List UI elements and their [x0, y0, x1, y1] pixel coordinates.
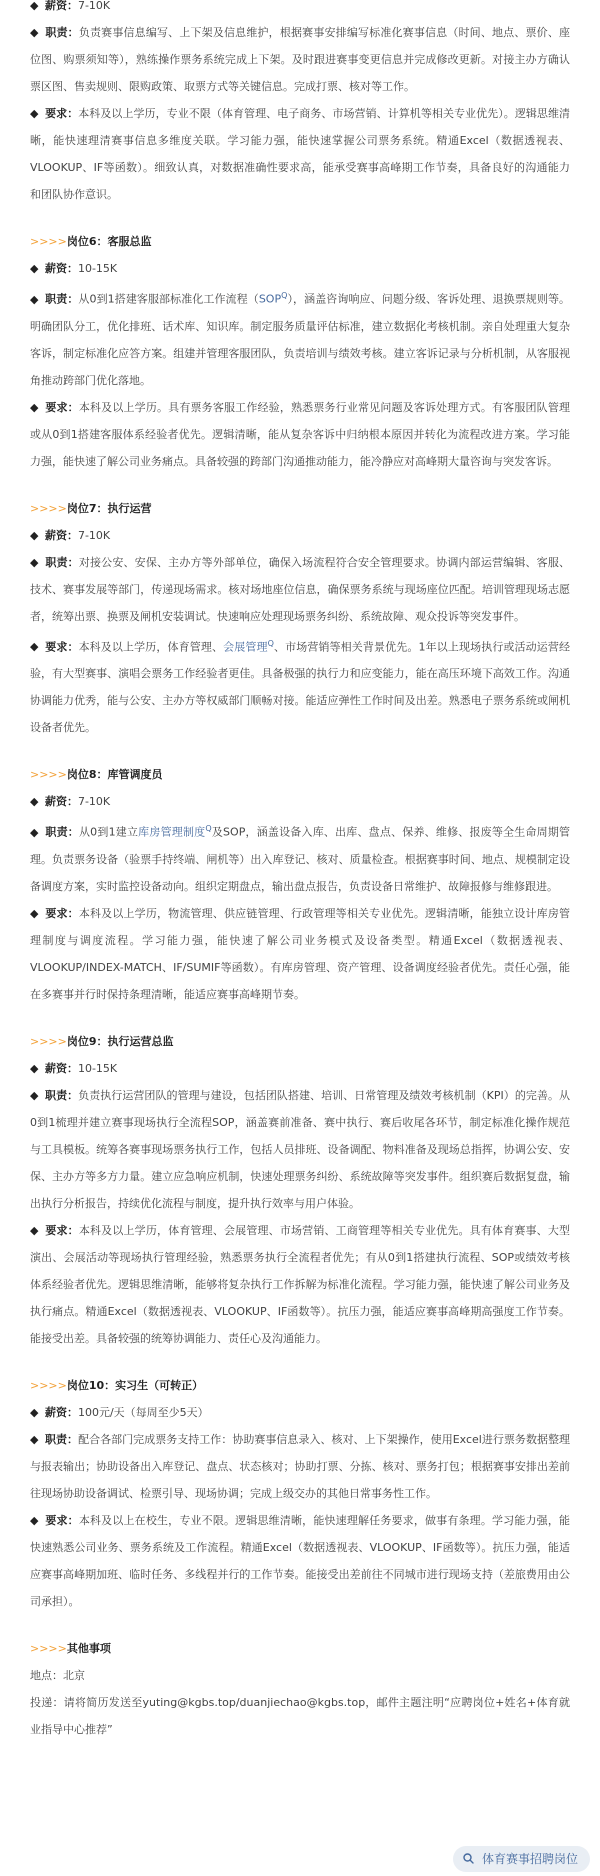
bullet-icon: ◆	[30, 1088, 39, 1102]
duty-label: 职责	[45, 26, 68, 39]
bullet-icon: ◆	[30, 26, 39, 39]
duty-text-pre: 从0到1建立	[78, 825, 139, 839]
duty-text-pre: 从0到1搭建客服部标准化工作流程（	[78, 292, 259, 306]
section-title	[30, 228, 570, 255]
location-line: 地点：北京	[30, 1668, 85, 1682]
arrows-marker: >>>>	[30, 501, 67, 515]
duty-label: 职责	[45, 1432, 68, 1446]
requirement-label: 要求	[45, 640, 68, 654]
salary-value: 100元/天（每周至少5天）	[77, 1405, 209, 1419]
salary-line: ◆ 薪资：7-10K	[30, 528, 111, 542]
search-icon[interactable]: Q	[205, 824, 212, 834]
arrows-marker: >>>>	[30, 1034, 67, 1048]
arrows-marker: >>>>	[30, 768, 67, 782]
salary-label: 薪资	[44, 0, 67, 12]
exhibition-management-link[interactable]: 会展管理	[223, 640, 268, 654]
salary-line: ◆ 薪资：7-10K	[30, 0, 111, 12]
section-title	[30, 1028, 570, 1055]
bullet-icon: ◆	[30, 1432, 39, 1446]
bullet-icon: ◆	[30, 1405, 39, 1419]
salary-value: 10-15K	[77, 1061, 118, 1075]
section-title-text: 岗位9：执行运营总监	[66, 1034, 174, 1048]
requirement-label: 要求	[45, 1223, 68, 1237]
duty-text: 负责赛事信息编写、上下架及信息维护，根据赛事安排编写标准化赛事信息（时间、地点、票价、座位图、购票须知等），熟练操作票务系统完成上下架。及时跟进赛事变更信息并完成修改更新。对接主办方确认票区图、售卖规则、限购政策、取票方式等关键信息。完成打票、核对等工作。	[30, 26, 571, 93]
section-title-text: 岗位8：库管调度员	[66, 768, 163, 782]
salary-value: 7-10K	[77, 0, 111, 12]
requirement-text: 本科及以上学历，体育管理、会展管理、市场营销、工商管理等相关专业优先。具有体育赛事、大型演出、会展活动等现场执行管理经验，熟悉票务执行全流程者优先；有从0到1搭建执行流程、SOP或绩效考核体系经验者优先。逻辑思维清晰，能够将复杂执行工作拆解为标准化流程。学习能力强，能快速了解公司业务及执行痛点。精通Excel（数据透视表、VLOOKUP、IF函数等）。抗压力强，能适应赛事高峰期高强度工作节奏。能接受出差。具备较强的统筹协调能力、责任心及沟通能力。	[30, 1223, 571, 1345]
bullet-icon: ◆	[30, 1061, 39, 1075]
salary-value: 7-10K	[77, 795, 111, 809]
duty-paragraph: ◆ 职责：对接公安、安保、主办方等外部单位，确保入场流程符合安全管理要求。协调内部运营编辑、客服、技术、赛事发展等部门，传递现场需求。核对场地座位信息，确保票务系统与现场座位匹配。培训管理现场志愿者，统筹出票、换票及闸机安装调试。快速响应处理现场票务纠纷、系统故障、观众投诉等突发事件。	[30, 555, 571, 623]
section-title-text: 岗位10：实习生（可转正）	[66, 1378, 204, 1392]
section-title	[30, 495, 570, 522]
bullet-icon: ◆	[30, 795, 39, 809]
bullet-icon: ◆	[30, 107, 39, 120]
salary-label: 薪资	[44, 1061, 67, 1075]
job-section-5	[30, 0, 570, 208]
sop-link[interactable]: SOP	[258, 292, 282, 306]
related-search-button[interactable]	[453, 1846, 590, 1872]
duty-text-post: 及SOP，涵盖设备入库、出库、盘点、保养、维修、报废等全生命周期管理。负责票务设备（验票手持终端、闸机等）出入库登记、核对、质量检查。根据赛事时间、地点、规模制定设备调度方案，实时监控设备动向。组织定期盘点，输出盘点报告，负责设备日常维护、故障报修与维修跟进。	[30, 825, 571, 893]
salary-label: 薪资	[44, 528, 67, 542]
section-title	[30, 1635, 570, 1662]
job-section-8	[30, 761, 570, 1008]
salary-line: ◆ 薪资：10-15K	[30, 262, 118, 275]
duty-label: 职责	[45, 555, 68, 569]
bullet-icon: ◆	[30, 640, 39, 654]
job-section-9	[30, 1028, 570, 1352]
bullet-icon: ◆	[30, 555, 39, 569]
arrows-marker: >>>>	[30, 1641, 67, 1655]
salary-label: 薪资	[44, 795, 67, 809]
warehouse-policy-link[interactable]: 库房管理制度	[138, 825, 206, 839]
bullet-icon: ◆	[30, 528, 39, 542]
requirement-text: 本科及以上学历，专业不限（体育管理、电子商务、市场营销、计算机等相关专业优先）。逻辑思维清晰，能快速理清赛事信息多维度关联。学习能力强，能快速掌握公司票务系统。精通Excel（数据透视表、VLOOKUP、IF等函数）。细致认真，对数据准确性要求高，能承受赛事高峰期工作节奏，具备良好的沟通能力和团队协作意识。	[30, 107, 571, 201]
duty-paragraph: ◆ 职责：从0到1建立库房管理制度$^Q$及SOP，涵盖设备入库、出库、盘点、保养、维修、报废等全生命周期管理。负责票务设备（验票手持终端、闸机等）出入库登记、核对、质量检查。根据赛事时间、地点、规模制定设备调度方案，实时监控设备动向。组织定期盘点，输出盘点报告，负责设备日常维护、故障报修与维修跟进。	[30, 824, 571, 893]
requirement-paragraph: ◆ 要求：本科及以上在校生，专业不限。逻辑思维清晰，能快速理解任务要求，做事有条理。学习能力强，能快速熟悉公司业务、票务系统及工作流程。精通Excel（数据透视表、VLOOKUP、IF函数等）。抗压力强，能适应赛事高峰期加班、临时任务、多线程并行的工作节奏。能接受出差前往不同城市进行现场支持（差旅费用由公司承担）。	[30, 1513, 571, 1608]
duty-text: 负责执行运营团队的管理与建设，包括团队搭建、培训、日常管理及绩效考核机制（KPI）的完善。从0到1梳理并建立赛事现场执行全流程SOP，涵盖赛前准备、赛中执行、赛后收尾各环节，制定标准化操作规范与工具模板。统筹各赛事现场票务执行工作，包括人员排班、设备调配、物料准备及现场总指挥，协调公安、安保、主办方等多方力量。建立应急响应机制，快速处理票务纠纷、系统故障等突发事件。组织赛后数据复盘，输出执行分析报告，持续优化流程与制度，提升执行效率与用户体验。	[30, 1088, 571, 1210]
bullet-icon: ◆	[30, 1513, 39, 1527]
related-search-label: 体育赛事招聘岗位	[481, 1852, 578, 1866]
search-icon[interactable]: Q	[281, 291, 288, 300]
bullet-icon: ◆	[30, 1223, 39, 1237]
duty-label: 职责	[45, 1088, 68, 1102]
requirement-text: 本科及以上在校生，专业不限。逻辑思维清晰，能快速理解任务要求，做事有条理。学习能力强，能快速熟悉公司业务、票务系统及工作流程。精通Excel（数据透视表、VLOOKUP、IF函数等）。抗压力强，能适应赛事高峰期加班、临时任务、多线程并行的工作节奏。能接受出差前往不同城市进行现场支持（差旅费用由公司承担）。	[30, 1513, 571, 1608]
requirement-paragraph: ◆ 要求：本科及以上学历，物流管理、供应链管理、行政管理等相关专业优先。逻辑清晰，能独立设计库房管理制度与调度流程。学习能力强，能快速了解公司业务模式及设备类型。精通Excel（数据透视表、VLOOKUP/INDEX-MATCH、IF/SUMIF等函数）。有库房管理、资产管理、设备调度经验者优先。责任心强，能在多赛事并行时保持条理清晰，能适应赛事高峰期节奏。	[30, 906, 571, 1001]
bullet-icon: ◆	[30, 400, 39, 414]
salary-value: 7-10K	[77, 528, 111, 542]
arrows-marker: >>>>	[30, 235, 67, 248]
requirement-paragraph: ◆ 要求：本科及以上学历。具有票务客服工作经验，熟悉票务行业常见问题及客诉处理方式。有客服团队管理或从0到1搭建客服体系经验者优先。逻辑清晰，能从复杂客诉中归纳根本原因并转化为流程改进方案。学习能力强，能快速了解公司业务痛点。具备较强的跨部门沟通推动能力，能冷静应对高峰期大量咨询与突发客诉。	[30, 400, 571, 468]
salary-line: ◆ 薪资：7-10K	[30, 795, 111, 809]
bullet-icon: ◆	[30, 825, 39, 839]
bullet-icon: ◆	[30, 0, 39, 12]
requirement-label: 要求	[45, 906, 68, 920]
other-section	[30, 1635, 570, 1743]
requirement-text: 本科及以上学历，物流管理、供应链管理、行政管理等相关专业优先。逻辑清晰，能独立设计库房管理制度与调度流程。学习能力强，能快速了解公司业务模式及设备类型。精通Excel（数据透视表、VLOOKUP/INDEX-MATCH、IF/SUMIF等函数）。有库房管理、资产管理、设备调度经验者优先。责任心强，能在多赛事并行时保持条理清晰，能适应赛事高峰期节奏。	[30, 906, 571, 1001]
section-title-text: 其他事项	[66, 1641, 111, 1655]
salary-value: 10-15K	[77, 262, 118, 275]
requirement-paragraph: ◆ 要求：本科及以上学历，体育管理、会展管理、市场营销、工商管理等相关专业优先。具有体育赛事、大型演出、会展活动等现场执行管理经验，熟悉票务执行全流程者优先；有从0到1搭建执行流程、SOP或绩效考核体系经验者优先。逻辑思维清晰，能够将复杂执行工作拆解为标准化流程。学习能力强，能快速了解公司业务及执行痛点。精通Excel（数据透视表、VLOOKUP、IF函数等）。抗压力强，能适应赛事高峰期高强度工作节奏。能接受出差。具备较强的统筹协调能力、责任心及沟通能力。	[30, 1223, 571, 1345]
section-title-text: 岗位7：执行运营	[66, 501, 152, 515]
requirement-paragraph: ◆ 要求：本科及以上学历，专业不限（体育管理、电子商务、市场营销、计算机等相关专业优先）。逻辑思维清晰，能快速理清赛事信息多维度关联。学习能力强，能快速掌握公司票务系统。精通Excel（数据透视表、VLOOKUP、IF等函数）。细致认真，对数据准确性要求高，能承受赛事高峰期工作节奏，具备良好的沟通能力和团队协作意识。	[30, 107, 571, 201]
bullet-icon: ◆	[30, 292, 39, 306]
search-icon	[463, 1852, 478, 1866]
apply-line: 投递：请将简历发送至yuting@kgbs.top/duanjiechao@kgbs.top，邮件主题注明“应聘岗位+姓名+体育就业指导中心推荐”	[30, 1695, 570, 1736]
duty-text: 配合各部门完成票务支持工作：协助赛事信息录入、核对、上下架操作，使用Excel进行票务数据整理与报表输出；协助设备出入库登记、盘点、状态核对；协助打票、分拣、核对、票务打包；根据赛事安排出差前往现场协助设备调试、检票引导、现场协调；完成上级交办的其他日常事务性工作。	[30, 1432, 571, 1500]
salary-line: ◆ 薪资：10-15K	[30, 1061, 118, 1075]
salary-label: 薪资	[44, 1405, 67, 1419]
salary-line: ◆ 薪资：100元/天（每周至少5天）	[30, 1405, 209, 1419]
requirement-text: 本科及以上学历。具有票务客服工作经验，熟悉票务行业常见问题及客诉处理方式。有客服团队管理或从0到1搭建客服体系经验者优先。逻辑清晰，能从复杂客诉中归纳根本原因并转化为流程改进方案。学习能力强，能快速了解公司业务痛点。具备较强的跨部门沟通推动能力，能冷静应对高峰期大量咨询与突发客诉。	[30, 400, 571, 468]
duty-text: 对接公安、安保、主办方等外部单位，确保入场流程符合安全管理要求。协调内部运营编辑、客服、技术、赛事发展等部门，传递现场需求。核对场地座位信息，确保票务系统与现场座位匹配。培训管理现场志愿者，统筹出票、换票及闸机安装调试。快速响应处理现场票务纠纷、系统故障、观众投诉等突发事件。	[30, 555, 571, 623]
job-section-6	[30, 228, 570, 475]
bullet-icon: ◆	[30, 262, 39, 275]
duty-paragraph: ◆ 职责：负责执行运营团队的管理与建设，包括团队搭建、培训、日常管理及绩效考核机制（KPI）的完善。从0到1梳理并建立赛事现场执行全流程SOP，涵盖赛前准备、赛中执行、赛后收尾各环节，制定标准化操作规范与工具模板。统筹各赛事现场票务执行工作，包括人员排班、设备调配、物料准备及现场总指挥，协调公安、安保、主办方等多方力量。建立应急响应机制，快速处理票务纠纷、系统故障等突发事件。组织赛后数据复盘，输出执行分析报告，持续优化流程与制度，提升执行效率与用户体验。	[30, 1088, 571, 1210]
requirement-label: 要求	[45, 107, 68, 120]
requirement-text-pre: 本科及以上学历，体育管理、	[78, 640, 224, 654]
requirement-paragraph: ◆ 要求：本科及以上学历，体育管理、会展管理$^Q$、市场营销等相关背景优先。1年以上现场执行或活动运营经验，有大型赛事、演唱会票务工作经验者更佳。具备极强的执行力和应变能力，能在高压环境下高效工作。沟通协调能力优秀，能与公安、主办方等权威部门顺畅对接。能适应弹性工作时间及出差。熟悉电子票务系统或闸机设备者优先。	[30, 638, 571, 735]
section-title	[30, 1372, 570, 1399]
search-icon[interactable]: Q	[267, 638, 274, 648]
duty-paragraph: ◆ 职责：从0到1搭建客服部标准化工作流程$(SOP^Q)$，涵盖咨询响应、问题分级、客诉处理、退换票规则等。明确团队分工，优化排班、话术库、知识库。制定服务质量评估标准，建立数据化考核机制。亲自处理重大复杂客诉，制定标准化应答方案。组建并管理客服团队，负责培训与绩效考核。建立客诉记录与分析机制，从客服视角推动跨部门优化落地。	[30, 291, 571, 387]
section-title-text: 岗位6：客服总监	[66, 235, 152, 248]
job-section-7	[30, 495, 570, 742]
job-section-10	[30, 1372, 570, 1615]
bullet-icon: ◆	[30, 906, 39, 920]
requirement-text-post: 、市场营销等相关背景优先。1年以上现场执行或活动运营经验，有大型赛事、演唱会票务工作经验者更佳。具备极强的执行力和应变能力，能在高压环境下高效工作。沟通协调能力优秀，能与公安、主办方等权威部门顺畅对接。能适应弹性工作时间及出差。熟悉电子票务系统或闸机设备者优先。	[30, 640, 571, 735]
duty-label: 职责	[45, 825, 68, 839]
salary-label: 薪资	[44, 262, 67, 275]
arrows-marker: >>>>	[30, 1378, 67, 1392]
duty-paragraph: ◆ 职责：配合各部门完成票务支持工作：协助赛事信息录入、核对、上下架操作，使用Excel进行票务数据整理与报表输出；协助设备出入库登记、盘点、状态核对；协助打票、分拣、核对、票务打包；根据赛事安排出差前往现场协助设备调试、检票引导、现场协调；完成上级交办的其他日常事务性工作。	[30, 1432, 571, 1500]
requirement-label: 要求	[45, 1513, 68, 1527]
requirement-label: 要求	[45, 400, 68, 414]
section-title	[30, 761, 570, 788]
duty-paragraph: ◆ 职责：负责赛事信息编写、上下架及信息维护，根据赛事安排编写标准化赛事信息（时间、地点、票价、座位图、购票须知等），熟练操作票务系统完成上下架。及时跟进赛事变更信息并完成修改更新。对接主办方确认票区图、售卖规则、限购政策、取票方式等关键信息。完成打票、核对等工作。	[30, 26, 571, 93]
duty-label: 职责	[45, 292, 68, 306]
duty-text-post: ），涵盖咨询响应、问题分级、客诉处理、退换票规则等。明确团队分工，优化排班、话术库、知识库。制定服务质量评估标准，建立数据化考核机制。亲自处理重大复杂客诉，制定标准化应答方案。组建并管理客服团队，负责培训与绩效考核。建立客诉记录与分析机制，从客服视角推动跨部门优化落地。	[30, 292, 571, 387]
